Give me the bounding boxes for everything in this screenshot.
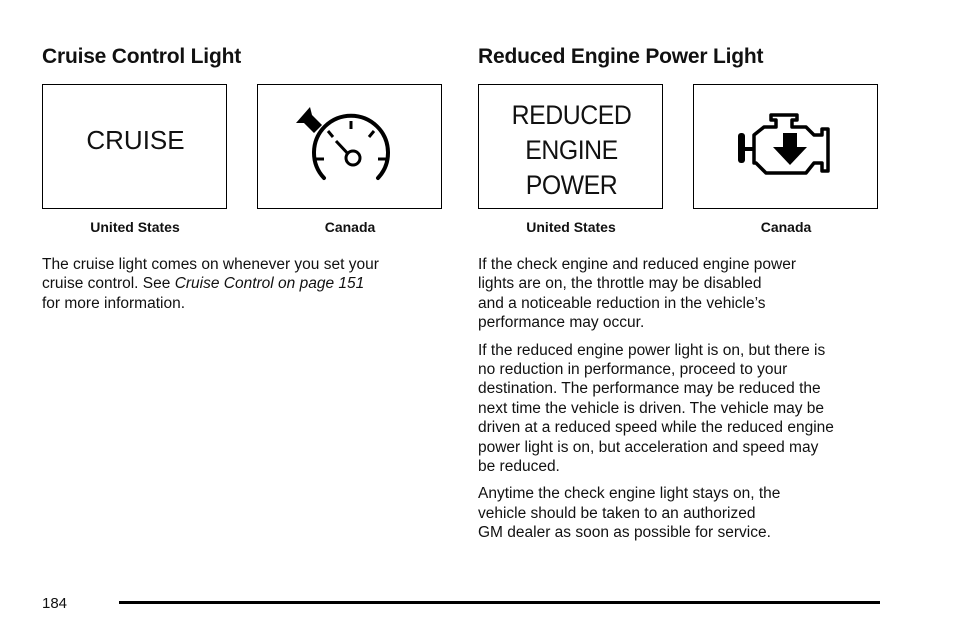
paragraph [478,484,880,542]
text-line: be reduced. [478,458,560,476]
text-fragment: cruise control. See [42,275,175,293]
reduced-power-caption-us: United States [526,219,616,235]
cruise-caption-us: United States [90,219,180,235]
text-line: The cruise light comes on whenever you set your [42,256,379,273]
page-number: 184 [42,595,68,612]
cruise-description [42,255,444,321]
text-line: driven at a reduced speed while the reduced engine [478,419,834,437]
cruise-indicator-text: CRUISE [86,125,185,155]
text-line: performance may occur. [478,314,645,332]
footer-rule [119,601,880,604]
paragraph [478,255,880,333]
text-line: vehicle should be taken to an authorized [478,504,756,522]
text-line: no reduction in performance, proceed to your [478,361,788,379]
text-line: Anytime the check engine light stays on, the [478,485,781,503]
text-line: If the check engine and reduced engine power [478,256,796,273]
text-line: destination. The performance may be reduced the [478,380,821,398]
text-line [42,274,444,293]
reduced-power-indicator-canada [693,84,878,209]
cruise-indicator-canada [257,84,442,209]
cross-reference: Cruise Control on page 151 [174,275,365,293]
reduced-engine-power-title: Reduced Engine Power Light [478,45,764,68]
reduced-power-indicator-text [486,98,656,203]
cruise-indicator-us [42,84,227,209]
text-line: power light is on, but acceleration and speed may [478,438,819,456]
speedometer-with-arrow-icon [258,85,443,210]
text-line: If the reduced engine power light is on, but there is [478,341,826,359]
indicator-line: REDUCED [511,100,632,130]
text-line: lights are on, the throttle may be disabled [478,275,762,293]
engine-with-down-arrow-icon [694,85,879,210]
reduced-power-description [478,255,880,551]
cruise-control-title: Cruise Control Light [42,45,241,68]
reduced-power-indicator-us [478,84,663,209]
text-line: and a noticeable reduction in the vehicle’s [478,294,766,312]
reduced-power-caption-canada: Canada [760,219,812,235]
indicator-line: ENGINE [525,135,618,165]
paragraph [478,341,880,477]
text-line: GM dealer as soon as possible for service. [478,524,771,542]
text-line: for more information. [42,294,185,312]
text-line: next time the vehicle is driven. The vehicle may be [478,399,825,417]
indicator-line: POWER [525,170,618,200]
cruise-caption-canada: Canada [324,219,376,235]
